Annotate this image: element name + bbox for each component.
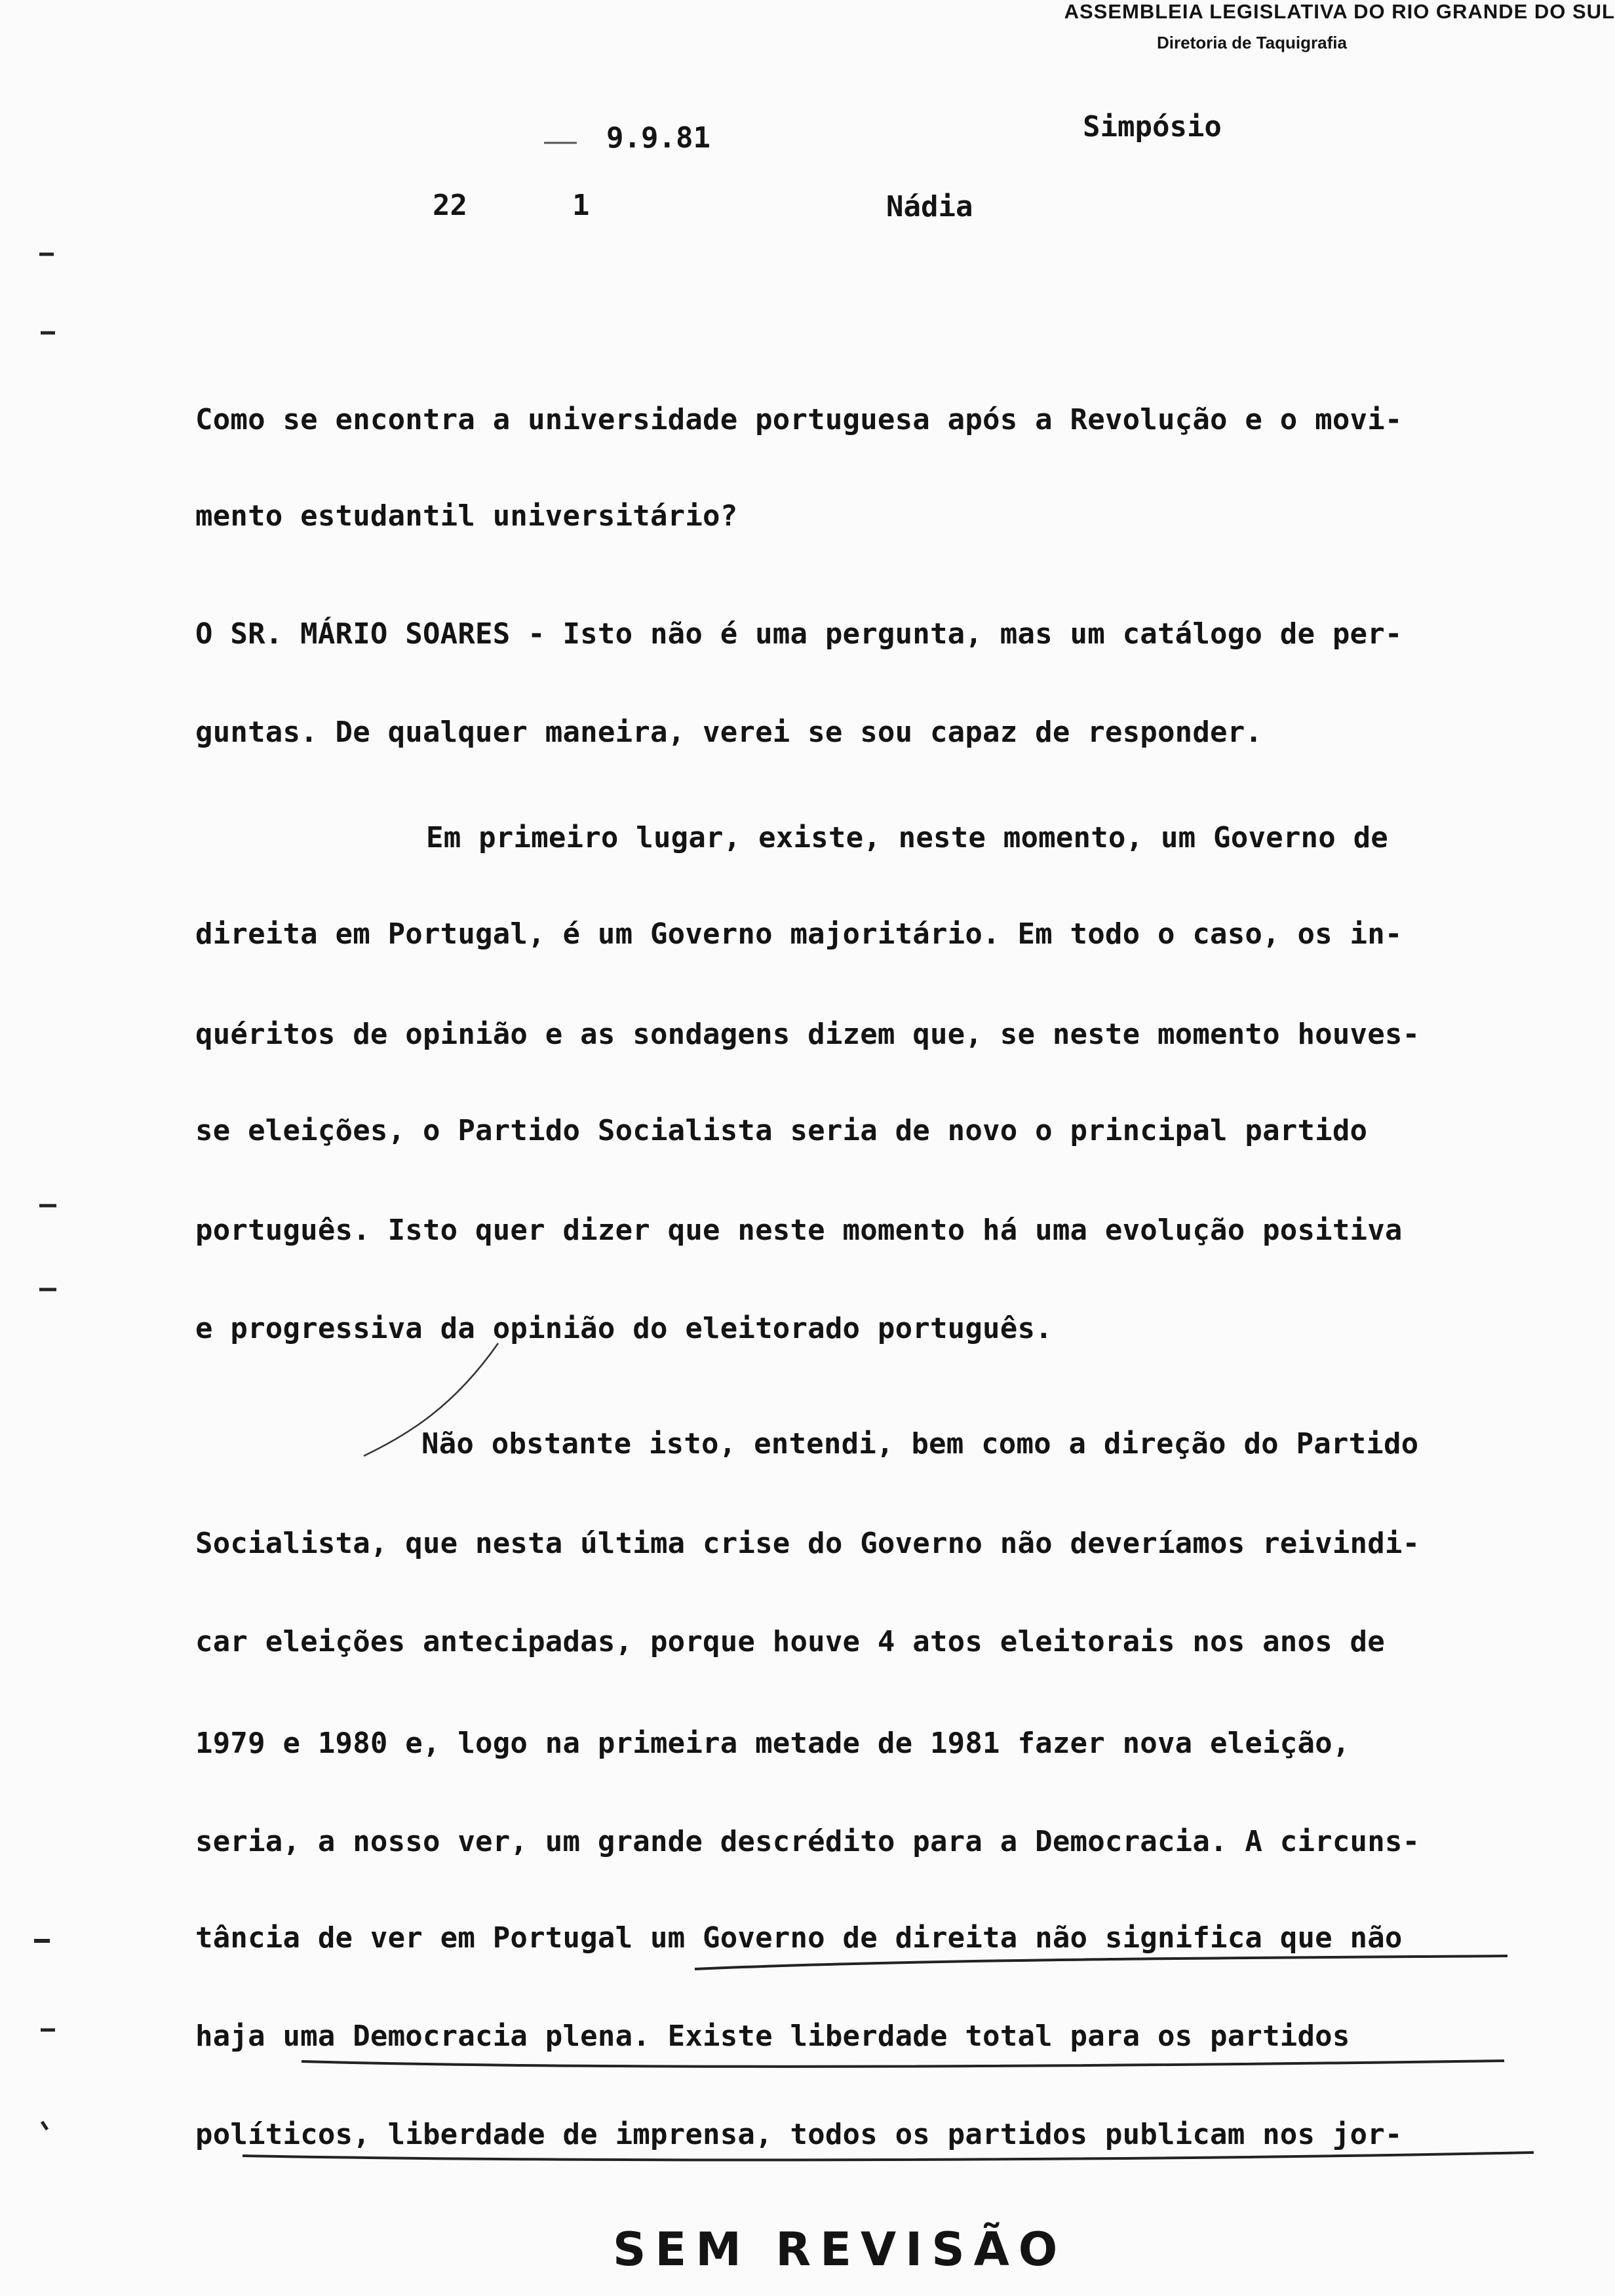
text-line: Socialista, que nesta última crise do Governo não deveríamos reivindi- — [195, 1527, 1420, 1560]
underline-mark — [243, 2152, 1534, 2160]
text-line: mento estudantil universitário? — [195, 499, 738, 533]
department-header: Diretoria de Taquigrafia — [1157, 33, 1347, 52]
session-date: 9.9.81 — [606, 121, 710, 155]
text-line: direita em Portugal, é um Governo majoritário. Em todo o caso, os in- — [195, 917, 1403, 951]
stenographer-name: Nádia — [886, 190, 973, 223]
text-line: Não obstante isto, entendi, bem como a direção do Partido — [421, 1427, 1419, 1461]
text-line: tância de ver em Portugal um Governo de direita não significa que não — [195, 1921, 1403, 1955]
text-line: haja uma Democracia plena. Existe liberdade total para os partidos — [195, 2019, 1350, 2053]
text-line: guntas. De qualquer maneira, verei se sou capaz de responder. — [195, 716, 1263, 749]
sequence-number: 1 — [572, 189, 590, 222]
text-line: quéritos de opinião e as sondagens dizem que, se neste momento houves- — [195, 1018, 1420, 1051]
text-line: 1979 e 1980 e, logo na primeira metade de 1981 fazer nova eleição, — [195, 1727, 1350, 1760]
underline-mark — [302, 2061, 1504, 2067]
revision-stamp: SEM REVISÃO — [613, 2223, 1067, 2276]
text-line: políticos, liberdade de imprensa, todos os partidos publicam nos jor- — [195, 2118, 1403, 2151]
text-line: se eleições, o Partido Socialista seria de novo o principal partido — [195, 1114, 1368, 1147]
sheet-number: 22 — [433, 189, 467, 222]
text-line: Em primeiro lugar, existe, neste momento, um Governo de — [426, 821, 1388, 854]
margin-tick — [42, 2122, 47, 2130]
institution-header: ASSEMBLEIA LEGISLATIVA DO RIO GRANDE DO SUL — [1064, 0, 1615, 23]
text-line: português. Isto quer dizer que neste momento há uma evolução positiva — [195, 1214, 1403, 1247]
text-line: e progressiva da opinião do eleitorado português. — [195, 1312, 1053, 1345]
text-line: O SR. MÁRIO SOARES - Isto não é uma pergunta, mas um catálogo de per- — [195, 617, 1403, 651]
text-line: car eleições antecipadas, porque houve 4 atos eleitorais nos anos de — [195, 1625, 1385, 1658]
text-line: Como se encontra a universidade portuguesa após a Revolução e o movi- — [195, 403, 1403, 436]
underline-mark — [695, 1956, 1508, 1969]
event-title: Simpósio — [1083, 110, 1222, 144]
text-line: seria, a nosso ver, um grande descrédito para a Democracia. A circuns- — [195, 1825, 1420, 1858]
